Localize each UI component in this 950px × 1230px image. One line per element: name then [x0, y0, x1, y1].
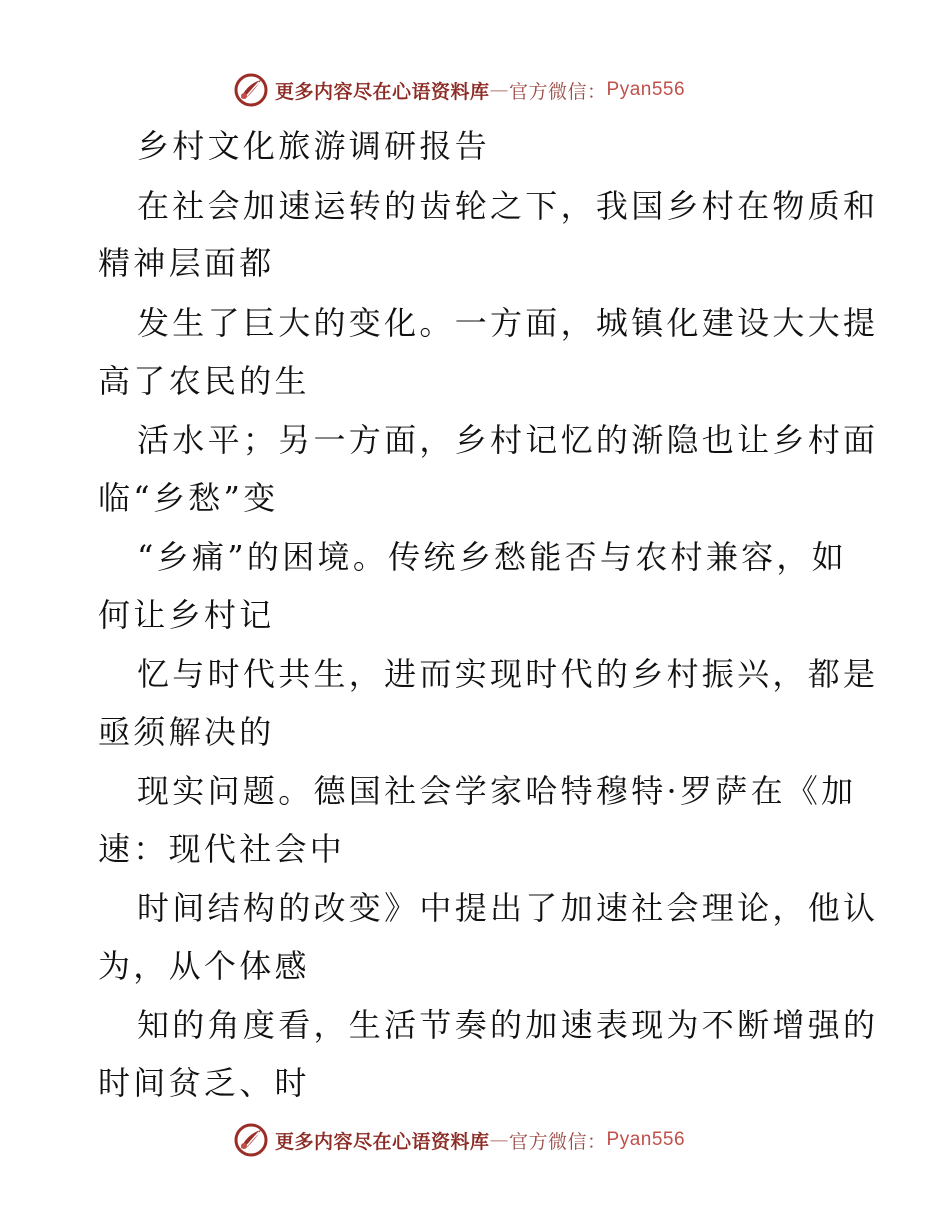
footer-watermark: [233, 1122, 685, 1158]
paragraph-line: 活水平；另一方面，乡村记忆的渐隐也让乡村面: [137, 421, 879, 459]
paragraph-line: 精神层面都: [98, 244, 275, 282]
paragraph-line: 高了农民的生: [98, 362, 310, 400]
watermark-site-name: 更多内容尽在心语资料库: [275, 80, 490, 103]
document-title: 乡村文化旅游调研报告: [137, 127, 491, 165]
paragraph-line: 忆与时代共生，进而实现时代的乡村振兴，都是: [137, 655, 879, 693]
paragraph-line: 时间结构的改变》中提出了加速社会理论，他认: [137, 889, 879, 927]
paragraph-line: 为，从个体感: [98, 947, 310, 985]
watermark-separator: —: [489, 1129, 510, 1151]
paragraph-line: 发生了巨大的变化。一方面，城镇化建设大大提: [137, 304, 879, 342]
paragraph-line: 何让乡村记: [98, 596, 275, 634]
lotus-pen-logo-icon: [233, 72, 269, 108]
lotus-pen-logo-icon: [233, 1122, 269, 1158]
watermark-wechat-label: 官方微信：: [509, 80, 607, 103]
paragraph-line: 时间贫乏、时: [98, 1064, 310, 1102]
watermark-wechat-id: Pyan556: [606, 1129, 686, 1150]
watermark-wechat-label: 官方微信：: [509, 1130, 607, 1153]
paragraph-line: 现实问题。德国社会学家哈特穆特·罗萨在《加: [137, 772, 857, 810]
watermark-site-name: 更多内容尽在心语资料库: [275, 1130, 490, 1153]
paragraph-line: “乡痛”的困境。传统乡愁能否与农村兼容，如: [137, 538, 848, 576]
paragraph-line: 知的角度看，生活节奏的加速表现为不断增强的: [137, 1006, 879, 1044]
paragraph-line: 临“乡愁”变: [98, 479, 279, 517]
paragraph-line: 亟须解决的: [98, 713, 275, 751]
header-watermark: [233, 72, 685, 108]
watermark-separator: —: [489, 79, 510, 101]
watermark-wechat-id: Pyan556: [606, 79, 686, 100]
paragraph-line: 在社会加速运转的齿轮之下，我国乡村在物质和: [137, 187, 879, 225]
paragraph-line: 速：现代社会中: [98, 830, 346, 868]
